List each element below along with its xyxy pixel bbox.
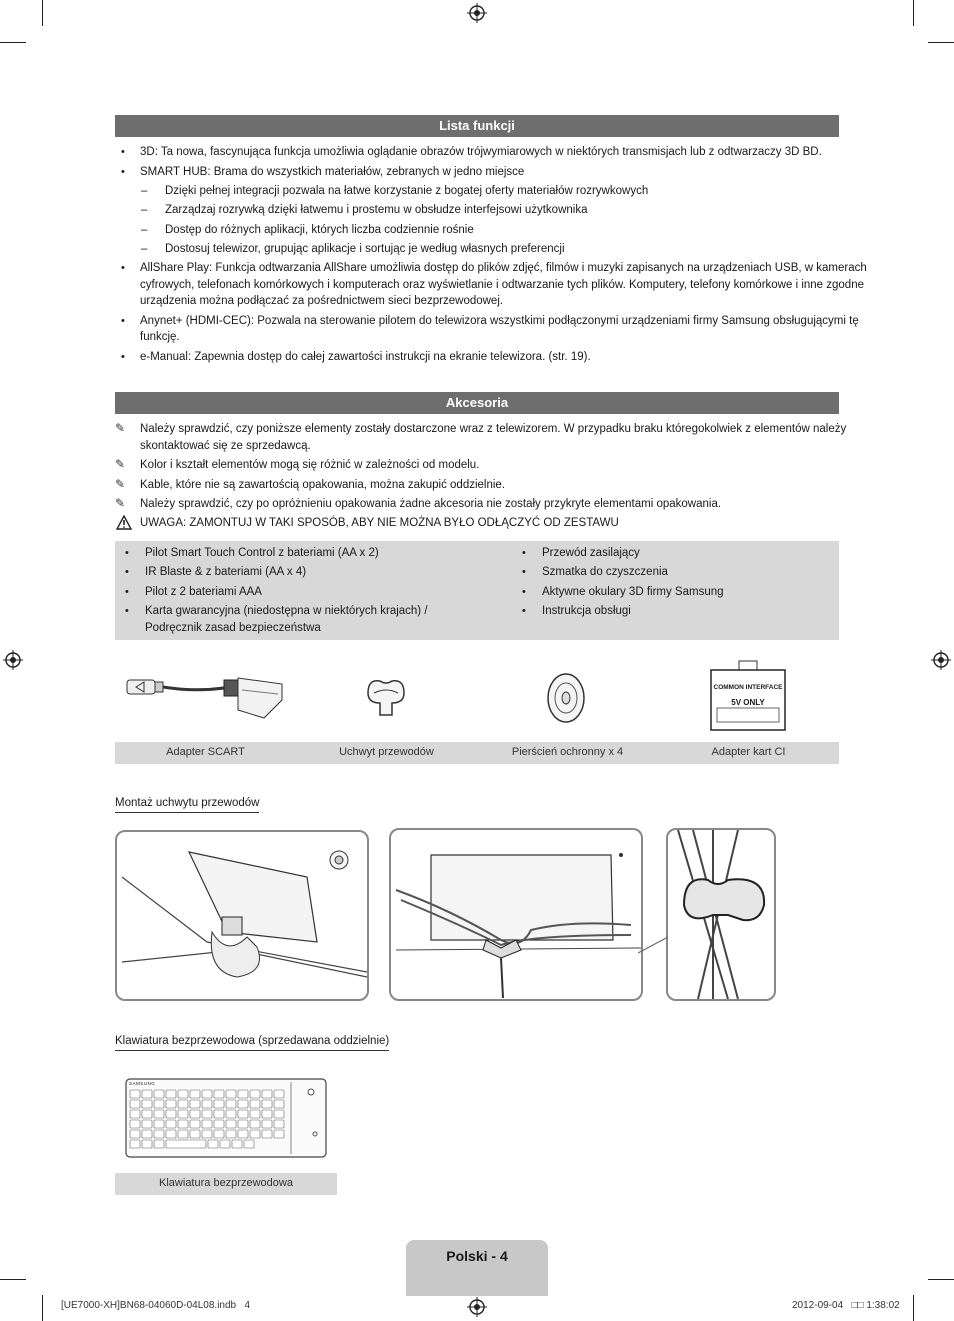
dash: – [141,185,148,197]
note-pencil-icon: ✎ [115,477,126,491]
keyboard-key [202,1130,212,1138]
accessories-section-title: Akcesoria [115,392,839,414]
keyboard-key [154,1140,164,1148]
accessory-item: Pilot z 2 bateriami AAA [145,586,262,598]
keyboard-key [262,1100,272,1108]
keyboard-key [178,1090,188,1098]
assembly-step-2-frame [389,828,643,1001]
keyboard-key [178,1110,188,1118]
keyboard-key [262,1090,272,1098]
footer-timestamp: 2012-09-04 □□ 1:38:02 [792,1300,900,1311]
smart-hub-sub-item: Dostosuj telewizor, grupując aplikacje i sortując je według własnych preferencji [165,243,565,255]
warning-text: UWAGA: ZAMONTUJ W TAKI SPOSÓB, ABY NIE MOŻNA BYŁO ODŁĄCZYĆ OD ZESTAWU [140,517,619,529]
dash: – [141,224,148,236]
keyboard-key [220,1140,230,1148]
accessory-caption: Pierścień ochronny x 4 [511,746,624,758]
keyboard-key [208,1140,218,1148]
bullet: • [522,547,526,559]
keyboard-key [154,1120,164,1128]
smart-hub-sub-item: Dzięki pełnej integracji pozwala na łatwe korzystanie z bogatej oferty materiałów rozrywkowych [165,185,649,197]
keyboard-key [190,1090,200,1098]
keyboard-key [190,1130,200,1138]
keyboard-key [250,1120,260,1128]
keyboard-key [226,1120,236,1128]
keyboard-key [262,1110,272,1118]
keyboard-key [244,1140,254,1148]
keyboard-key [214,1120,224,1128]
keyboard-key [226,1110,236,1118]
bullet: • [121,351,125,363]
smart-hub-sub-item: Zarządzaj rozrywką dzięki łatwemu i prostemu w obsłudze interfejsowi użytkownika [165,204,588,216]
note-text: Kolor i kształt elementów mogą się różnić w zależności od modelu. [140,459,480,471]
registration-mark-icon [931,650,951,670]
keyboard-key [262,1120,272,1128]
note-text-line2: skontaktować się ze sprzedawcą. [140,440,311,452]
keyboard-key [250,1130,260,1138]
registration-mark-icon [3,650,23,670]
feature-allshare-line3: urządzenia można podłączać za pośrednictwem sieci bezprzewodowej. [140,295,504,307]
keyboard-key [166,1120,176,1128]
keyboard-key [130,1090,140,1098]
note-pencil-icon: ✎ [115,496,126,510]
cable-holder-heading: Montaż uchwytu przewodów [115,797,259,813]
accessory-caption: Adapter kart CI [711,746,786,758]
keyboard-key [274,1110,284,1118]
keyboard-key [232,1140,242,1148]
keyboard-key [238,1090,248,1098]
ci-adapter-label-2: 5V ONLY [731,698,765,707]
keyboard-key [214,1090,224,1098]
accessory-item-line2: Podręcznik zasad bezpieczeństwa [145,622,321,634]
note-text: Należy sprawdzić, czy po opróżnieniu opakowania żadne akcesoria nie zostały przykryte elementami opakowania. [140,498,722,510]
keyboard-key [166,1130,176,1138]
bullet: • [522,566,526,578]
keyboard-key [202,1100,212,1108]
accessory-item: Przewód zasilający [542,547,640,559]
keyboard-key [214,1100,224,1108]
keyboard-key [154,1110,164,1118]
ci-card-adapter-illustration [707,660,789,732]
footer-file-info: [UE7000-XH]BN68-04060D-04L08.indb 4 [61,1300,251,1311]
bullet: • [522,605,526,617]
accessory-caption: Uchwyt przewodów [339,746,434,758]
accessory-item: Pilot Smart Touch Control z bateriami (AA x 2) [145,547,379,559]
keyboard-key [178,1100,188,1108]
keyboard-key [130,1110,140,1118]
crop-mark [0,1279,26,1280]
keyboard-heading: Klawiatura bezprzewodowa (sprzedawana oddzielnie) [115,1035,389,1051]
crop-mark [928,42,954,43]
feature-smart-hub: SMART HUB: Brama do wszystkich materiałów, zebranych w jedno miejsce [140,166,525,178]
cable-holder-illustration [362,673,410,721]
note-pencil-icon: ✎ [115,457,126,471]
assembly-detail-frame [666,828,776,1001]
dash: – [141,243,148,255]
keyboard-key [190,1110,200,1118]
keyboard-key [274,1100,284,1108]
note-text: Należy sprawdzić, czy poniższe elementy zostały dostarczone wraz z telewizorem. W przypadku braku któregokolwiek z elementów należy [140,423,847,435]
note-pencil-icon: ✎ [115,421,126,435]
keyboard-caption: Klawiatura bezprzewodowa [159,1177,293,1189]
feature-allshare-line2: cyfrowych, telefonach komórkowych i komputerach oraz wyświetlanie i odtwarzanie tych plików. Komputery, telefony komórkowe i inne zgodne [140,279,864,291]
bullet: • [125,586,129,598]
accessory-item: Aktywne okulary 3D firmy Samsung [542,586,724,598]
crop-mark [0,42,26,43]
keyboard-key [202,1110,212,1118]
bullet: • [121,146,125,158]
feature-anynet-line2: funkcję. [140,331,180,343]
feature-allshare: AllShare Play: Funkcja odtwarzania AllShare umożliwia dostęp do plików zdjęć, filmów i muzyki zapisanych na urządzeniach USB, w kamerach [140,262,867,274]
accessory-item: IR Blaste & z bateriami (AA x 4) [145,566,307,578]
keyboard-key [250,1090,260,1098]
features-section-title: Lista funkcji [115,115,839,137]
ci-adapter-label-1: COMMON INTERFACE [713,684,783,691]
keyboard-key [202,1090,212,1098]
keyboard-key [226,1100,236,1108]
keyboard-key [178,1120,188,1128]
bullet: • [125,547,129,559]
keyboard-key [238,1120,248,1128]
feature-emanual: e-Manual: Zapewnia dostęp do całej zawartości instrukcji na ekranie telewizora. (str. 19). [140,351,591,363]
registration-mark-icon [467,1297,487,1317]
crop-mark [913,1295,914,1321]
keyboard-key [154,1100,164,1108]
keyboard-key [190,1120,200,1128]
keyboard-key [274,1090,284,1098]
accessory-item: Szmatka do czyszczenia [542,566,668,578]
keyboard-key [166,1140,206,1148]
dash: – [141,204,148,216]
accessory-caption: Adapter SCART [166,746,245,758]
keyboard-key [142,1110,152,1118]
keyboard-key [130,1100,140,1108]
keyboard-key [154,1130,164,1138]
keyboard-key [250,1110,260,1118]
keyboard-key [250,1100,260,1108]
scart-adapter-illustration [124,670,286,722]
keyboard-key [166,1090,176,1098]
keyboard-key [238,1110,248,1118]
tv-stand-illustration [117,832,367,999]
warning-icon [116,515,132,530]
keyboard-key [142,1140,152,1148]
page-label: Polski - 4 [446,1248,508,1264]
keyboard-key [214,1110,224,1118]
tv-back-cables-illustration [391,830,641,999]
keyboard-key [130,1120,140,1128]
accessory-item: Karta gwarancyjna (niedostępna w niektórych krajach) / [145,605,428,617]
cable-holder-detail-illustration [668,830,774,999]
keyboard-key [130,1140,140,1148]
keyboard-key [166,1100,176,1108]
page-label-tab [406,1240,548,1296]
registration-mark-icon [467,3,487,23]
keyboard-key [274,1120,284,1128]
crop-mark [928,1279,954,1280]
keyboard-key [274,1130,284,1138]
bullet: • [125,566,129,578]
keyboard-key [178,1130,188,1138]
feature-3d: 3D: Ta nowa, fascynująca funkcja umożliwia oglądanie obrazów trójwymiarowych w niektórych transmisjach lub z odtwarzaczy 3D BD. [140,146,822,158]
keyboard-key [262,1130,272,1138]
bullet: • [522,586,526,598]
smart-hub-sub-item: Dostęp do różnych aplikacji, których liczba codziennie rośnie [165,224,474,236]
keyboard-key [166,1110,176,1118]
keyboard-brand-logo: SAMSUNG [129,1081,156,1086]
bullet: • [125,605,129,617]
keyboard-key [226,1090,236,1098]
keyboard-key [142,1100,152,1108]
keyboard-key [238,1100,248,1108]
keyboard-key [130,1130,140,1138]
keyboard-key [202,1120,212,1128]
bullet: • [121,166,125,178]
feature-anynet: Anynet+ (HDMI-CEC): Pozwala na sterowanie pilotem do telewizora wszystkimi podłączonymi urządzeniami firmy Samsung obsługującymi tę [140,315,859,327]
bullet: • [121,315,125,327]
keyboard-key [214,1130,224,1138]
accessory-item: Instrukcja obsługi [542,605,631,617]
wireless-keyboard-illustration [125,1078,327,1158]
keyboard-key [238,1130,248,1138]
crop-mark [42,0,43,26]
holder-ring-illustration [545,672,587,724]
keyboard-key [142,1120,152,1128]
keyboard-key [226,1130,236,1138]
assembly-step-1-frame [115,830,369,1001]
keyboard-key [154,1090,164,1098]
crop-mark [913,0,914,26]
note-text: Kable, które nie są zawartością opakowania, można zakupić oddzielnie. [140,479,506,491]
keyboard-key [142,1090,152,1098]
detail-callout-lines [638,935,668,955]
keyboard-key [142,1130,152,1138]
crop-mark [42,1295,43,1321]
bullet: • [121,262,125,274]
keyboard-key [190,1100,200,1108]
